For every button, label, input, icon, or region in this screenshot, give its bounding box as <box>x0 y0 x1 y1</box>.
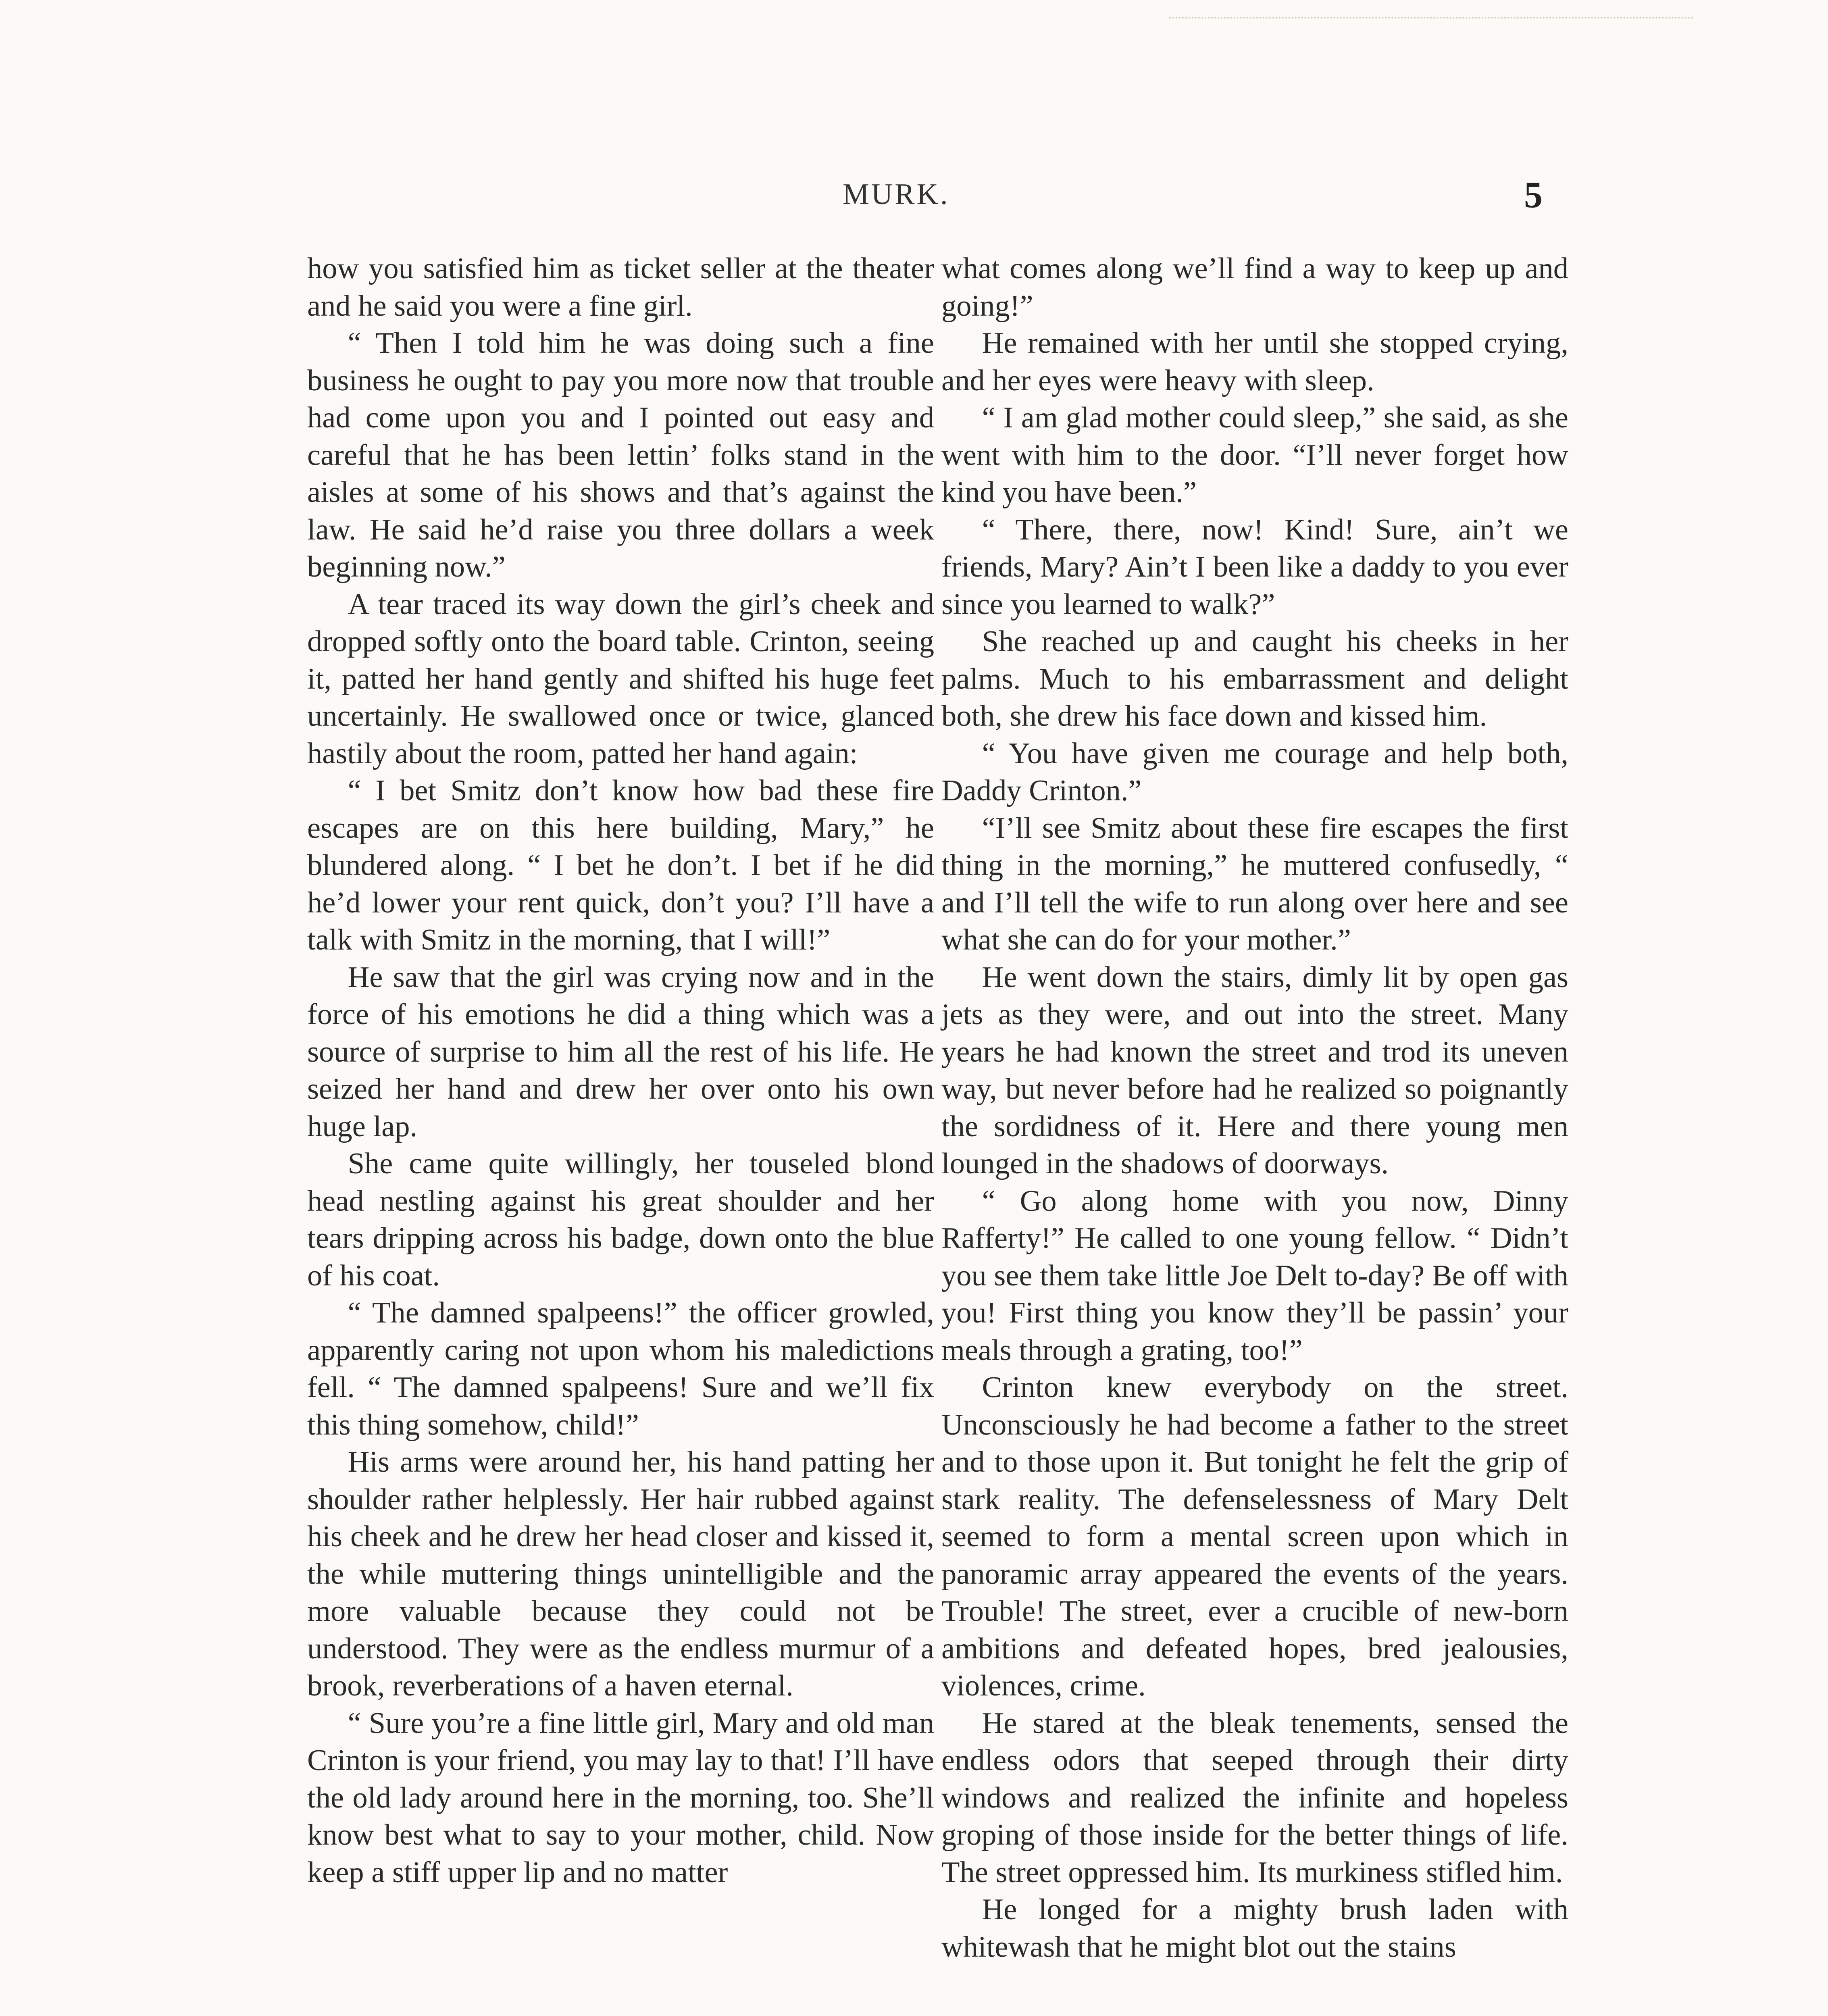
paragraph: “ Go along home with you now, Dinny Rafferty!” He called to one young fellow. “ Didn’t you see them take little Joe Delt to-day? Be off with you! First thing you know they’ll be passin’ your meals through a grating, too!” <box>941 1184 1568 1367</box>
paragraph: He remained with her until she stopped crying, and her eyes were heavy with sleep. <box>941 327 1568 397</box>
paragraph: “ I bet Smitz don’t know how bad these fire escapes are on this here building, Mary,” he blundered along. “ I bet he don’t. I bet if he did he’d lower your rent quick, don’t you? I’ll have a talk with Smitz in the morning, that I will!” <box>307 774 934 956</box>
running-title: MURK. <box>843 178 950 211</box>
paragraph: “ Sure you’re a fine little girl, Mary and old man Crinton is your friend, you may lay to that! I’ll have the old lady around here in the morning, too. She’ll know best what to say to your mother, child. Now keep a stiff upper lip and no matter <box>307 1706 934 1889</box>
paragraph: He went down the stairs, dimly lit by open gas jets as they were, and out into the street. Many years he had known the street and trod its uneven way, but never before had he realized so poignantly the sordidness of it. Here and there young men lounged in the shadows of doorways. <box>941 960 1568 1180</box>
paragraph: He saw that the girl was crying now and in the force of his emotions he did a thing which was a source of surprise to him all the rest of his life. He seized her hand and drew her over onto his own huge lap. <box>307 960 934 1143</box>
page-number: 5 <box>1524 174 1543 215</box>
paragraph: “I’ll see Smitz about these fire escapes the first thing in the morning,” he muttered confusedly, “ and I’ll tell the wife to run along over here and see what she can do for your mother.” <box>941 811 1568 956</box>
paragraph: A tear traced its way down the girl’s cheek and dropped softly onto the board table. Crinton, seeing it, patted her hand gently and shifted his huge feet uncertainly. He swallowed once or twice, glanced hastily about the room, patted her hand again: <box>307 587 934 770</box>
paragraph: She came quite willingly, her touseled blond head nestling against his great shoulder and her tears dripping across his badge, down onto the blue of his coat. <box>307 1147 934 1292</box>
right-column <box>941 250 1568 1966</box>
paragraph: “ There, there, now! Kind! Sure, ain’t we friends, Mary? Ain’t I been like a daddy to you ever since you learned to walk?” <box>941 513 1568 621</box>
paragraph: “ I am glad mother could sleep,” she said, as she went with him to the door. “I’ll never forget how kind you have been.” <box>941 401 1568 509</box>
scan-speck-line <box>1169 17 1693 19</box>
paragraph: how you satisfied him as ticket seller at the theater and he said you were a fine girl. <box>307 252 934 323</box>
paragraph: Crinton knew everybody on the street. Unconsciously he had become a father to the street and to those upon it. But tonight he felt the grip of stark reality. The defenselessness of Mary Delt seemed to form a mental screen upon which in panoramic array appeared the events of the years. Trouble! The street, ever a crucible of new-born ambitions and defeated hopes, bred jealousies, violences, crime. <box>941 1371 1568 1702</box>
paragraph: what comes along we’ll find a way to keep up and going!” <box>941 252 1568 323</box>
paragraph: She reached up and caught his cheeks in her palms. Much to his embarrassment and delight both, she drew his face down and kissed him. <box>941 625 1568 733</box>
paragraph: He stared at the bleak tenements, sensed the endless odors that seeped through their dirty windows and realized the infinite and hopeless groping of those inside for the better things of life. The street oppressed him. Its murkiness stifled him. <box>941 1706 1568 1889</box>
left-column <box>307 250 934 1891</box>
paragraph: He longed for a mighty brush laden with whitewash that he might blot out the stains <box>941 1893 1568 1964</box>
paragraph: “ Then I told him he was doing such a fine business he ought to pay you more now that trouble had come upon you and I pointed out easy and careful that he has been lettin’ folks stand in the aisles at some of his shows and that’s against the law. He said he’d raise you three dollars a week beginning now.” <box>307 327 934 583</box>
paragraph: His arms were around her, his hand patting her shoulder rather helplessly. Her hair rubbed against his cheek and he drew her head closer and kissed it, the while muttering things unintelligible and the more valuable because they could not be understood. They were as the endless murmur of a brook, reverberations of a haven eternal. <box>307 1445 934 1702</box>
paragraph: “ You have given me courage and help both, Daddy Crinton.” <box>941 737 1568 807</box>
paragraph: “ The damned spalpeens!” the officer growled, apparently caring not upon whom his maledictions fell. “ The damned spalpeens! Sure and we’ll fix this thing somehow, child!” <box>307 1296 934 1441</box>
